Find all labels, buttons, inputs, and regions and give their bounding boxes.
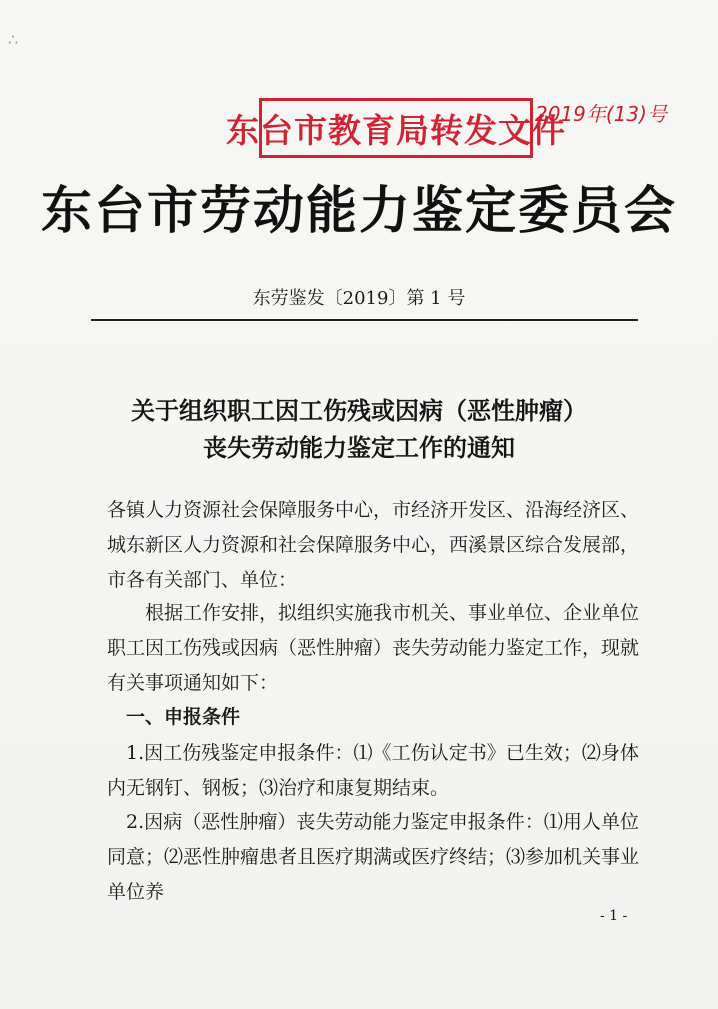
condition-2-paragraph: 2.因病（恶性肿瘤）丧失劳动能力鉴定申报条件：⑴用人单位同意；⑵恶性肿瘤患者且医疗期满或医疗终结；⑶参加机关事业单位养 <box>107 811 640 903</box>
page-number: - 1 - <box>600 908 628 924</box>
document-number: 东劳鉴发〔2019〕第 1 号 <box>252 288 466 309</box>
issuing-organization-title: 东台市劳动能力鉴定委员会 <box>40 182 677 241</box>
section-heading-application-conditions: 一、申报条件 <box>126 706 241 728</box>
notice-title-line-1: 关于组织职工因工伤残或因病（恶性肿瘤） <box>131 397 587 425</box>
stamp-text: 东台市教育局转发文件 <box>226 110 566 150</box>
notice-title-line-2: 丧失劳动能力鉴定工作的通知 <box>203 434 515 462</box>
condition-1-paragraph: 1.因工伤残鉴定申报条件：⑴《工伤认定书》已生效；⑵身体内无钢钉、钢板；⑶治疗和康复期结束。 <box>107 742 639 799</box>
forwarding-stamp <box>226 98 667 162</box>
header-divider <box>91 319 638 321</box>
addressees-paragraph: 各镇人力资源社会保障服务中心，市经济开发区、沿海经济区、城东新区人力资源和社会保障服务中心，西溪景区综合发展部，市各有关部门、单位： <box>107 499 640 591</box>
intro-paragraph: 根据工作安排，拟组织实施我市机关、事业单位、企业单位职工因工伤残或因病（恶性肿瘤）丧失劳动能力鉴定工作，现就有关事项通知如下： <box>107 602 640 694</box>
stamp-box <box>226 98 566 158</box>
stamp-handwritten-number: 2019年(13)号 <box>535 102 667 126</box>
left-margin-mark: ∴ <box>8 30 19 49</box>
